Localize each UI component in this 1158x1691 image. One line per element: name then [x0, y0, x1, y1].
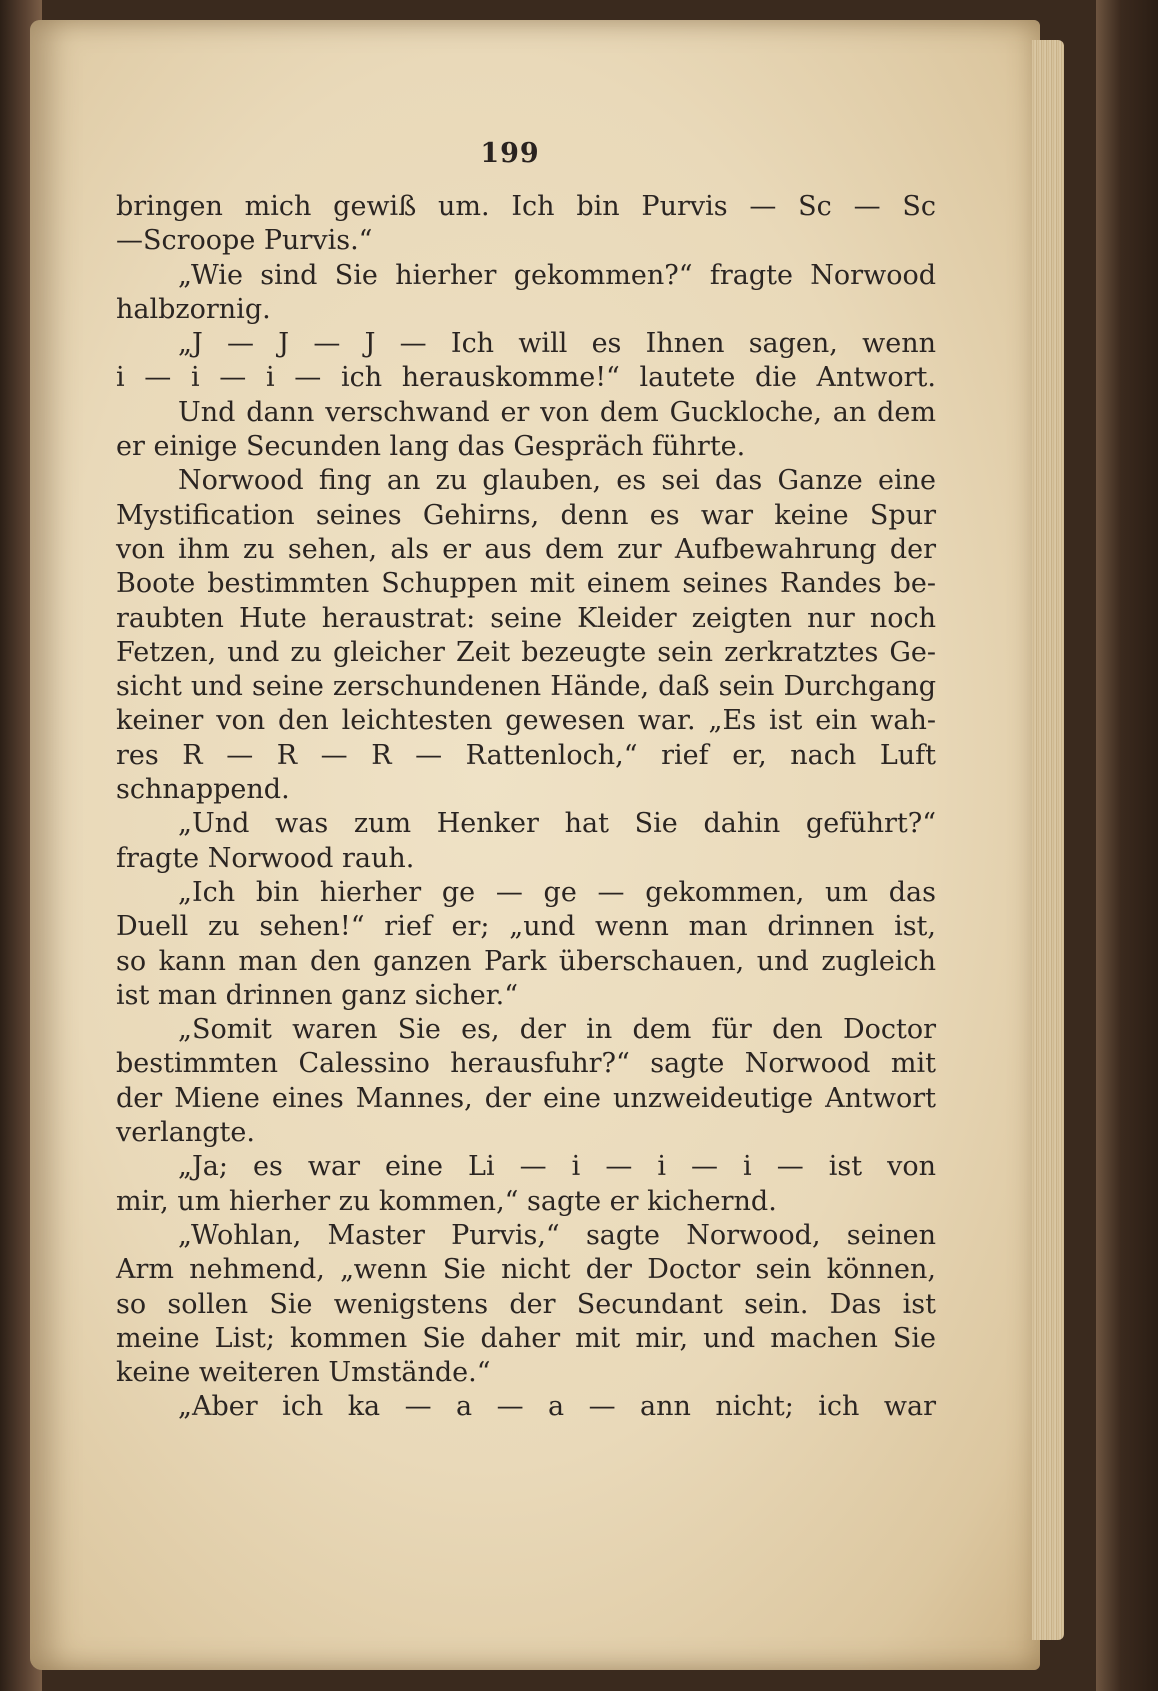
text-line: keine weiteren Umstände.“	[116, 1357, 491, 1389]
text-line: Fetzen, und zu gleicher Zeit bezeugte sein zerkratztes Ge-	[116, 636, 936, 668]
text-line: keiner von den leichtesten gewesen war. „Es ist ein wah-	[116, 705, 936, 737]
text-line: Arm nehmend, „wenn Sie nicht der Doctor sein können,	[116, 1254, 936, 1286]
text-line: bringen mich gewiß um. Ich bin Purvis — Sc — Sc	[116, 191, 936, 222]
text-line: Norwood fing an zu glauben, es sei das Ganze eine	[178, 465, 936, 497]
text-line: er einige Secunden lang das Gespräch führte.	[116, 431, 746, 463]
text-line: i — i — i — ich herauskomme!“ lautete die Antwort.	[116, 362, 936, 394]
text-line: so kann man den ganzen Park überschauen, und zugleich	[116, 945, 936, 977]
text-line: Mystification seines Gehirns, denn es war keine Spur	[116, 499, 936, 531]
text-line: fragte Norwood rauh.	[116, 842, 415, 874]
body-text	[116, 190, 936, 1425]
text-line: schnappend.	[116, 774, 290, 806]
text-line: Duell zu sehen!“ rief er; „und wenn man drinnen ist,	[116, 911, 936, 943]
text-line: mir, um hierher zu kommen,“ sagte er kichernd.	[116, 1185, 777, 1217]
text-line: Und dann verschwand er von dem Guckloche, an dem	[178, 396, 936, 428]
book-cover-right	[1096, 0, 1158, 1691]
text-line: ist man drinnen ganz sicher.“	[116, 979, 519, 1011]
text-line: meine List; kommen Sie daher mit mir, und machen Sie	[116, 1322, 936, 1354]
text-line: „Aber ich ka — a — a — ann nicht; ich war	[178, 1391, 936, 1423]
page-edges	[1032, 40, 1064, 1640]
text-line: —Scroope Purvis.“	[116, 225, 373, 257]
text-line: „Ja; es war eine Li — i — i — i — ist von	[178, 1151, 936, 1183]
text-line: „Ich bin hierher ge — ge — gekommen, um das	[178, 876, 936, 908]
text-line: sicht und seine zerschundenen Hände, daß sein Durchgang	[116, 671, 936, 703]
text-line: bestimmten Calessino herausfuhr?“ sagte Norwood mit	[116, 1048, 936, 1080]
text-line: „Somit waren Sie es, der in dem für den Doctor	[178, 1014, 936, 1046]
text-line: von ihm zu sehen, als er aus dem zur Aufbewahrung der	[116, 533, 936, 565]
text-line: verlangte.	[116, 1117, 255, 1149]
text-line: der Miene eines Mannes, der eine unzweideutige Antwort	[116, 1082, 936, 1114]
text-line: so sollen Sie wenigstens der Secundant sein. Das ist	[116, 1288, 936, 1320]
text-line: raubten Hute heraustrat: seine Kleider zeigten nur noch	[116, 602, 936, 634]
text-line: res R — R — R — Rattenloch,“ rief er, nach Luft	[116, 739, 936, 771]
text-line: „Und was zum Henker hat Sie dahin geführt?“	[178, 808, 936, 840]
text-line: „Wohlan, Master Purvis,“ sagte Norwood, seinen	[178, 1219, 936, 1251]
book-page	[30, 20, 1040, 1670]
text-line: Boote bestimmten Schuppen mit einem seines Randes be-	[116, 568, 936, 600]
text-line: „J — J — J — Ich will es Ihnen sagen, wenn	[178, 328, 936, 360]
page-number: 199	[480, 138, 540, 169]
text-line: halbzornig.	[116, 293, 271, 325]
text-line: „Wie sind Sie hierher gekommen?“ fragte Norwood	[178, 259, 936, 291]
